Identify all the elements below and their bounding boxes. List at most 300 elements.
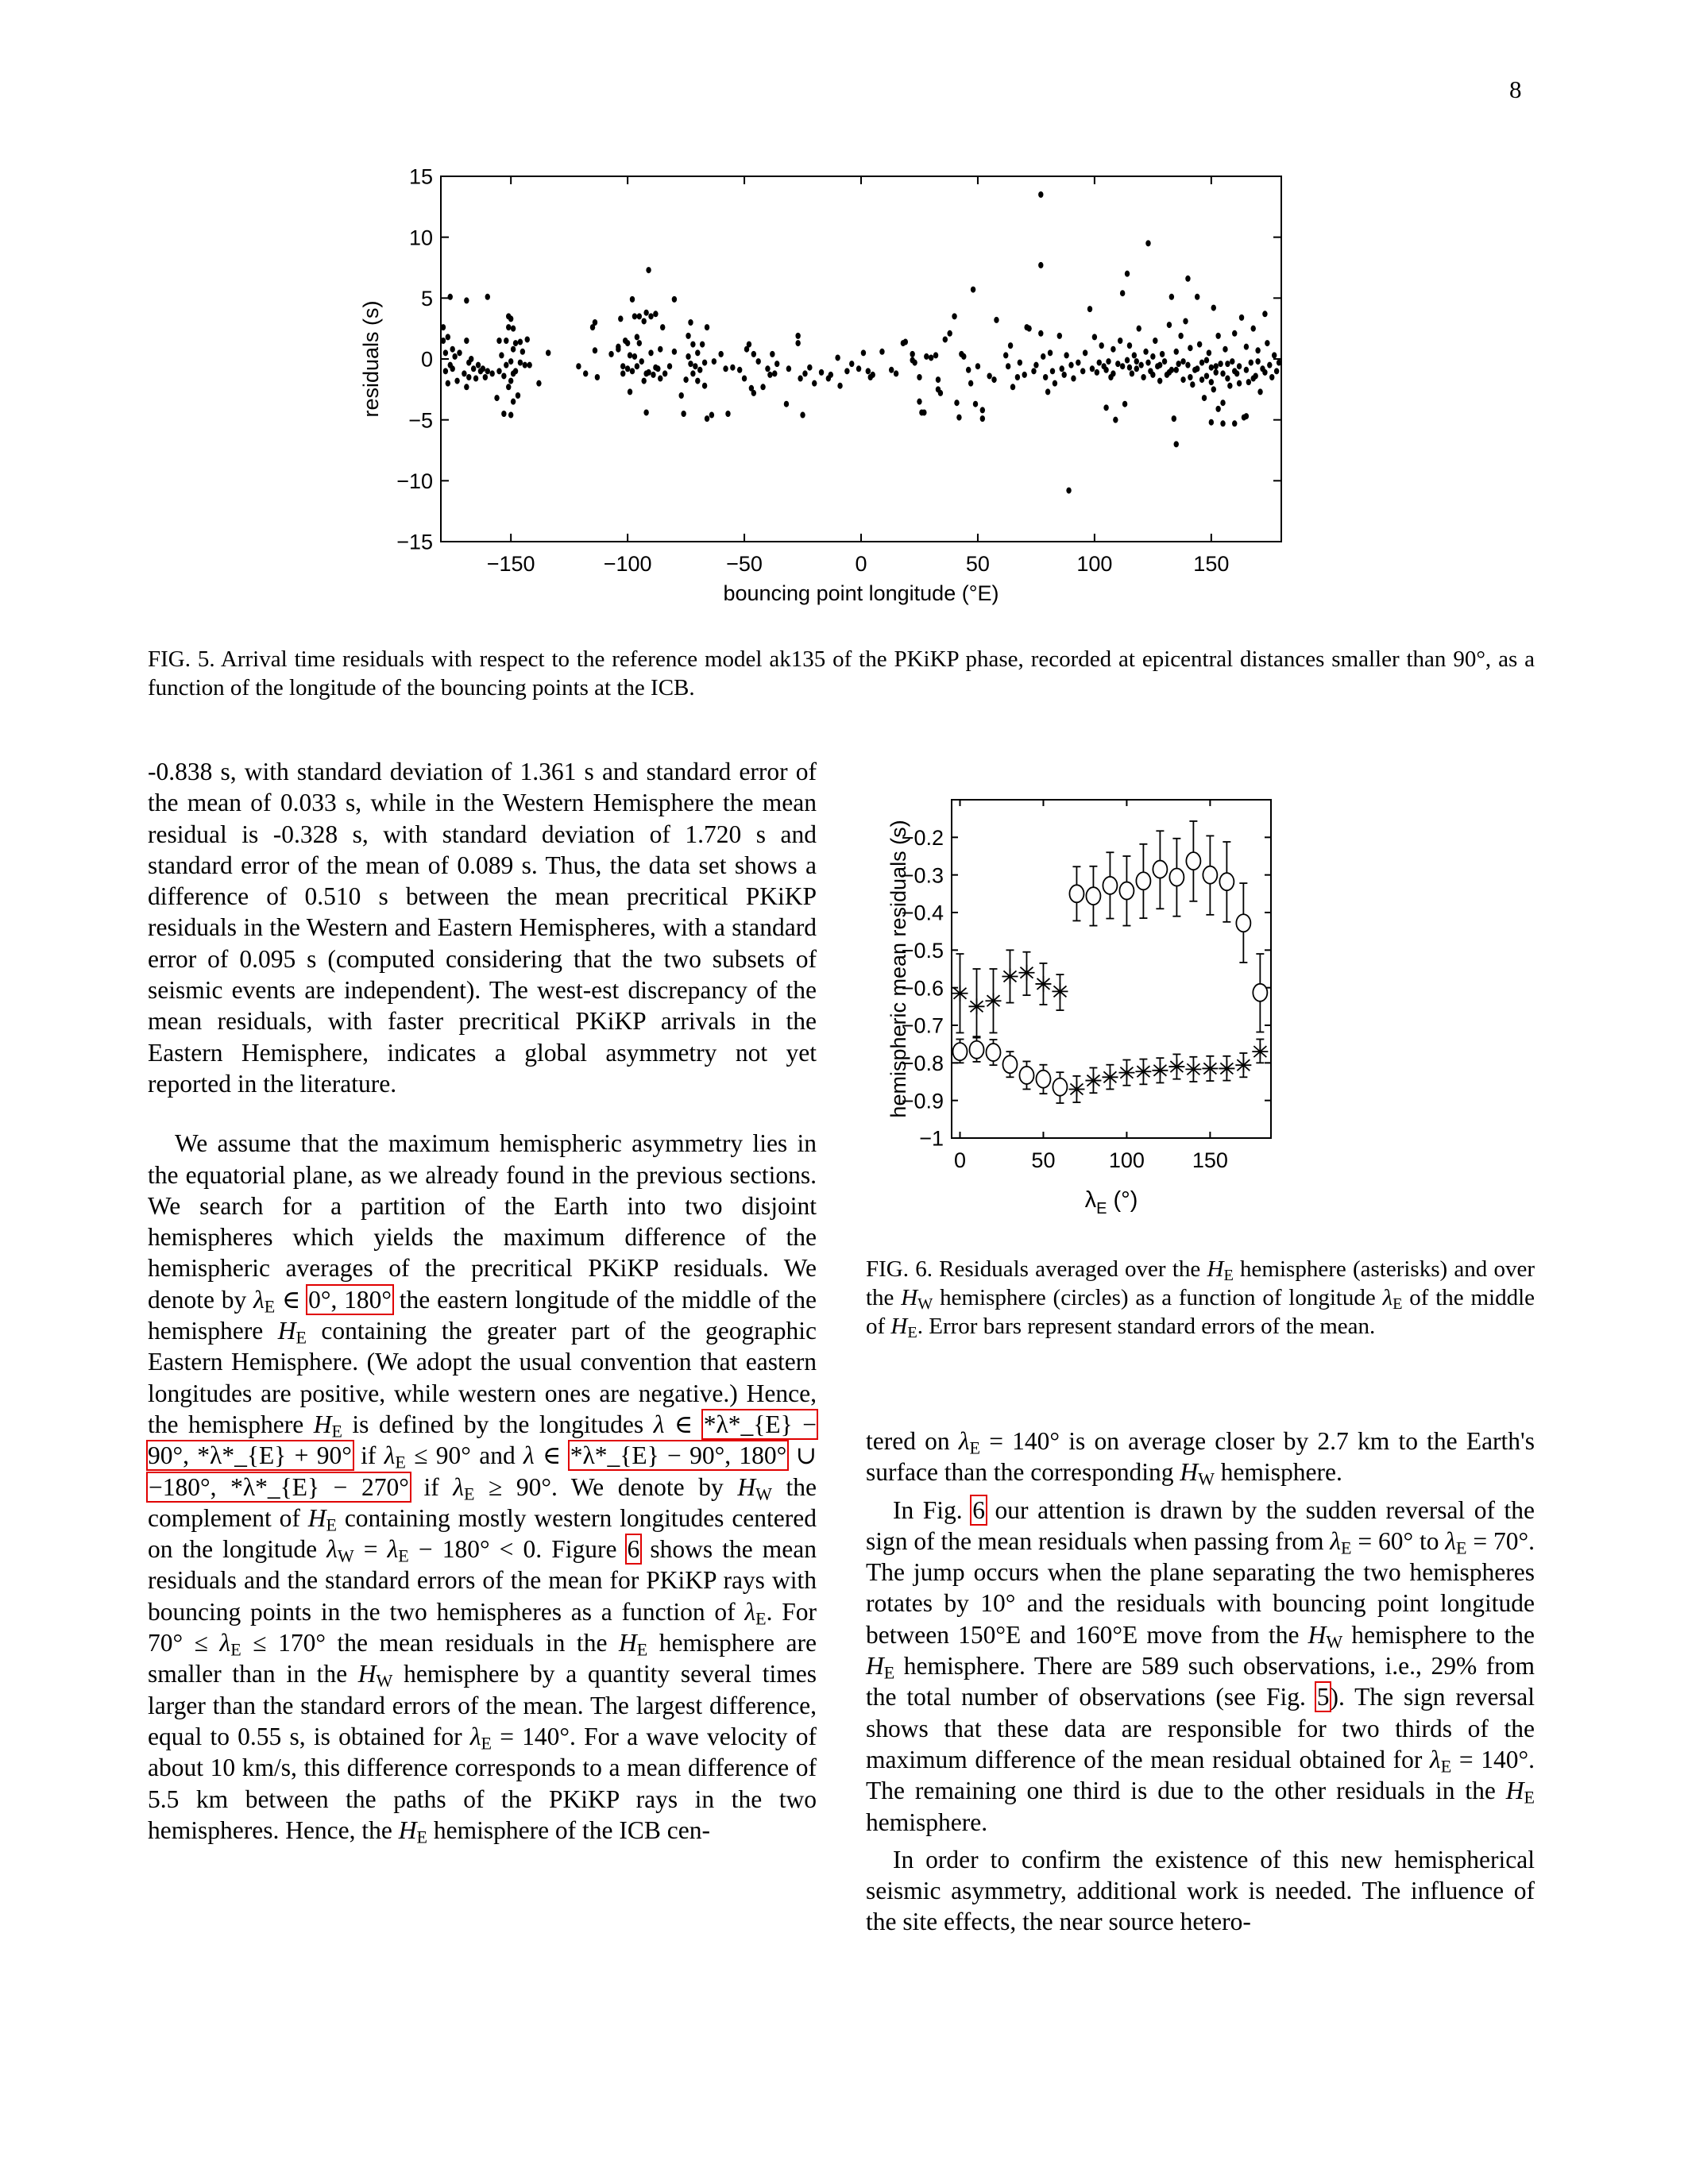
data-point [1272, 352, 1277, 358]
data-point [443, 349, 448, 356]
data-point [1167, 322, 1172, 328]
circle-marker [1203, 866, 1217, 884]
data-point [511, 346, 516, 353]
data-point [747, 341, 751, 348]
asterisk-marker [1068, 1081, 1084, 1097]
data-point [1071, 376, 1076, 382]
math-symbol: H [313, 1410, 332, 1438]
data-point [1237, 363, 1242, 369]
data-point [485, 368, 490, 374]
data-point [991, 376, 996, 383]
data-point [446, 334, 450, 340]
figure-reference-link[interactable]: −180°, *λ*_{E} − 270° [149, 1472, 409, 1501]
math-subscript: W [1326, 1631, 1343, 1652]
asterisk-marker [1152, 1063, 1168, 1078]
data-point [968, 380, 973, 387]
data-point [730, 365, 735, 371]
figure-6-caption: FIG. 6. Residuals averaged over the $H_E$ hemisphere (asterisks) and over the $H_W$ hemisphere (circles) as a function of longitude $\lambda_E$ of the middle of $H_E$. Error bars represent standard errors of the mean. [866, 1256, 1535, 1342]
data-point [1204, 372, 1209, 379]
asterisk-marker [985, 993, 1001, 1009]
math-symbol: λ [253, 1285, 265, 1314]
data-point [1106, 358, 1111, 365]
data-point [1043, 374, 1048, 380]
data-point [662, 370, 667, 376]
data-point [697, 367, 702, 373]
data-point [1137, 326, 1141, 332]
data-point [628, 352, 632, 358]
math-symbol: λ [653, 1410, 665, 1438]
math-symbol: H [1207, 1256, 1224, 1282]
data-point [1244, 344, 1249, 350]
y-tick-label: −0.9 [901, 1089, 944, 1113]
data-point [980, 415, 985, 422]
math-symbol: λ [1445, 1526, 1457, 1555]
data-point [700, 341, 705, 348]
data-point [1134, 365, 1139, 372]
data-point [994, 317, 999, 323]
math-subscript: E [230, 1639, 241, 1660]
data-point [637, 313, 642, 319]
data-point [917, 399, 921, 405]
data-point [1090, 365, 1095, 372]
data-point [1127, 365, 1132, 371]
circle-marker [1086, 887, 1100, 905]
data-point [450, 346, 454, 353]
data-point [1232, 330, 1237, 337]
data-point [1097, 360, 1102, 366]
asterisk-marker [1185, 1061, 1201, 1077]
y-tick-label: 5 [420, 287, 433, 311]
data-point [683, 376, 688, 383]
data-point [443, 368, 448, 374]
data-point [1174, 367, 1179, 373]
data-point [767, 372, 772, 378]
data-point [485, 294, 490, 300]
data-point [646, 369, 651, 376]
data-point [812, 380, 817, 387]
figure-reference-link[interactable]: 5 [1316, 1683, 1330, 1711]
circle-marker [1169, 869, 1184, 886]
data-point [630, 296, 635, 303]
data-point [504, 362, 508, 369]
data-point [632, 353, 637, 360]
circle-marker [1036, 1071, 1050, 1088]
data-point [1145, 360, 1150, 366]
data-point [751, 351, 756, 357]
data-point [1244, 367, 1249, 373]
data-point [774, 361, 779, 367]
data-point [718, 351, 723, 357]
data-point [1195, 294, 1199, 300]
data-point [936, 376, 941, 383]
paragraph: -0.838 s, with standard deviation of 1.361 s and standard error of the mean of 0.033 s, while in the Western Hemisphere the mean residual is -0.328 s, with standard deviation of 1.720 s and standard error of the mean of 0.089 s. Thus, the data set shows a difference of 0.510 s between the mean precritical PKiKP residuals in the Western and Eastern Hemispheres, with a standard error of 0.095 s (computed considering that the two subsets of seismic events are independent). The west-est discrepancy of the mean residuals, with faster precritical PKiKP arrivals in the Eastern Hemisphere, indicates a global asymmetry not yet reported in the literature. [148, 758, 817, 1098]
data-point [1188, 345, 1192, 351]
data-point [1232, 420, 1237, 426]
math-symbol: H [890, 1314, 908, 1339]
data-point [1120, 290, 1125, 296]
data-point [1125, 357, 1130, 364]
data-point [625, 365, 630, 372]
data-point [513, 368, 518, 374]
math-symbol: λ [958, 1427, 970, 1455]
data-point [441, 324, 446, 330]
data-point [1269, 374, 1274, 380]
asterisk-marker [1219, 1060, 1234, 1076]
data-point [655, 365, 660, 372]
data-point [513, 340, 518, 346]
data-point [536, 380, 541, 387]
data-point [639, 358, 644, 365]
asterisk-marker [1118, 1065, 1134, 1081]
data-point [608, 351, 613, 357]
data-point [471, 365, 476, 372]
data-point [725, 411, 730, 417]
data-point [1157, 378, 1162, 384]
figure-reference-link[interactable]: *λ*_{E} − 90°, 180° [570, 1441, 787, 1470]
data-point [620, 363, 625, 369]
data-point [1141, 374, 1145, 380]
data-point [593, 347, 597, 353]
y-tick-label: −0.5 [901, 939, 944, 963]
page-number: 8 [1509, 75, 1522, 103]
data-point [483, 374, 488, 380]
circle-marker [1053, 1078, 1067, 1096]
data-point [849, 361, 854, 367]
x-tick-label: 100 [1108, 1148, 1145, 1172]
data-point [1223, 346, 1227, 353]
data-point [648, 349, 653, 356]
y-tick-label: −0.4 [901, 901, 944, 925]
data-point [1172, 415, 1176, 422]
math-symbol: H [619, 1629, 637, 1657]
math-symbol: λ [1330, 1526, 1342, 1555]
data-point [448, 294, 453, 300]
data-point [466, 374, 471, 380]
data-point [765, 365, 770, 372]
data-point [1190, 381, 1195, 388]
data-point [635, 334, 639, 340]
data-point [643, 409, 648, 415]
data-point [856, 365, 861, 372]
data-point [870, 372, 875, 378]
data-point [1255, 347, 1260, 353]
data-point [1265, 340, 1269, 346]
y-axis-label: hemispheric mean residuals (s) [886, 820, 910, 1118]
data-point [508, 378, 513, 384]
data-point [1038, 191, 1043, 198]
y-tick-label: 15 [408, 164, 433, 189]
data-point [1066, 488, 1071, 494]
math-symbol: H [1308, 1620, 1327, 1649]
math-symbol: H [901, 1285, 918, 1310]
data-point [835, 354, 840, 361]
y-tick-label: 0 [420, 347, 433, 372]
data-point [861, 349, 866, 356]
x-tick-label: −100 [603, 552, 652, 576]
data-point [1178, 333, 1183, 339]
data-point [1239, 314, 1244, 321]
data-point [844, 368, 849, 374]
data-point [798, 376, 802, 382]
data-point [446, 380, 450, 387]
data-point [518, 360, 523, 366]
data-point [690, 341, 695, 348]
data-point [1188, 374, 1192, 380]
data-point [954, 399, 959, 406]
x-tick-label: 100 [1076, 552, 1113, 576]
y-tick-label: −0.6 [901, 976, 944, 1001]
asterisk-marker [1002, 968, 1018, 984]
x-tick-label: 0 [953, 1148, 967, 1172]
data-point [1195, 365, 1199, 372]
data-point [1199, 376, 1204, 383]
data-point [1183, 318, 1188, 324]
data-point [1003, 352, 1008, 358]
data-point [1211, 386, 1216, 392]
data-point [625, 340, 630, 346]
data-point [658, 376, 662, 382]
data-point [693, 363, 697, 369]
figure-reference-link[interactable]: 6 [627, 1535, 640, 1564]
math-symbol: H [737, 1472, 756, 1501]
y-tick-label: −0.7 [901, 1013, 944, 1038]
x-tick-label: 150 [1193, 552, 1230, 576]
data-point [1050, 368, 1055, 374]
data-point [1157, 362, 1162, 369]
axes-frame [952, 800, 1271, 1138]
data-point [690, 370, 695, 376]
data-point [987, 372, 991, 379]
data-point [516, 392, 520, 399]
data-point [1111, 370, 1115, 376]
figure-reference-link[interactable]: 6 [972, 1495, 985, 1524]
data-point [795, 333, 800, 339]
data-point [1006, 363, 1010, 369]
data-point [476, 362, 481, 369]
data-point [593, 319, 597, 326]
data-point [1255, 358, 1260, 365]
data-point [628, 388, 632, 395]
asterisk-marker [1018, 965, 1034, 981]
asterisk-marker [1252, 1044, 1268, 1059]
data-point [1174, 349, 1179, 355]
asterisk-marker [1202, 1060, 1218, 1076]
data-point [506, 384, 511, 390]
data-point [1103, 367, 1108, 373]
data-point [686, 333, 690, 339]
data-point [819, 369, 824, 376]
x-tick-label: −50 [726, 552, 763, 576]
data-point [1132, 352, 1137, 358]
data-point [1138, 362, 1143, 369]
asterisk-marker [968, 998, 984, 1014]
data-point [473, 376, 478, 382]
data-point [651, 372, 655, 378]
y-tick-label: −0.8 [901, 1051, 944, 1076]
data-point [1220, 370, 1225, 376]
data-point [504, 338, 508, 344]
data-point [1204, 357, 1209, 364]
data-point [641, 378, 646, 384]
data-point [630, 368, 635, 374]
math-symbol: λ [326, 1535, 338, 1564]
math-symbol: H [357, 1660, 377, 1688]
circle-marker [1119, 882, 1134, 900]
data-point [837, 383, 842, 389]
data-point [760, 384, 765, 390]
data-point [829, 372, 833, 378]
data-point [772, 370, 777, 376]
y-tick-label: −10 [396, 469, 433, 494]
data-point [496, 338, 501, 344]
data-point [1080, 368, 1085, 374]
data-point [702, 383, 707, 389]
data-point [709, 412, 714, 419]
x-axis-label: $\lambda_E$ (°) [1084, 1187, 1138, 1217]
asterisk-marker [1102, 1069, 1118, 1085]
data-point [1092, 334, 1097, 340]
data-point [705, 415, 709, 422]
data-point [464, 297, 469, 303]
data-point [525, 336, 530, 342]
data-point [947, 330, 952, 337]
data-point [1118, 338, 1122, 344]
data-point [1257, 388, 1262, 395]
data-point [635, 363, 639, 369]
data-point [1038, 330, 1043, 337]
data-point [1215, 333, 1220, 339]
data-point [1015, 374, 1020, 380]
data-point [1180, 376, 1185, 383]
data-point [917, 374, 921, 380]
data-point [1045, 388, 1050, 395]
data-point [889, 367, 894, 373]
data-point [695, 349, 700, 356]
data-point [943, 336, 948, 342]
math-subscript: W [337, 1545, 354, 1566]
math-subscript: E [326, 1515, 337, 1535]
asterisk-marker [952, 986, 968, 1001]
data-point [637, 340, 642, 346]
x-tick-label: 50 [1031, 1148, 1056, 1172]
math-symbol: λ [744, 1597, 756, 1626]
data-point [807, 365, 812, 371]
math-symbol: H [1180, 1458, 1199, 1487]
math-subscript: E [1341, 1538, 1352, 1558]
data-point [1083, 349, 1087, 356]
data-point [1262, 311, 1267, 317]
math-subscript: E [755, 1608, 767, 1629]
data-point [616, 344, 620, 350]
data-point [1199, 360, 1204, 366]
math-symbol: H [1505, 1777, 1524, 1805]
circle-marker [1103, 877, 1117, 894]
data-point [672, 296, 677, 303]
data-point [695, 378, 700, 384]
data-point [1099, 342, 1104, 349]
circle-marker [1186, 852, 1200, 870]
figure-reference-link[interactable]: 0°, 180° [308, 1285, 392, 1314]
figure-reference-link[interactable]: *λ*_{E} − 90°, *λ*_{E} + 90° [148, 1410, 817, 1470]
data-point [712, 358, 717, 365]
data-point [1111, 346, 1115, 353]
asterisk-marker [1235, 1057, 1251, 1073]
data-point [1160, 351, 1165, 357]
data-point [961, 353, 966, 360]
data-point [641, 318, 646, 324]
data-point [952, 313, 956, 319]
math-subscript: E [416, 1827, 427, 1847]
data-point [681, 411, 686, 417]
math-subscript: W [1198, 1468, 1215, 1489]
x-tick-label: 50 [965, 552, 990, 576]
data-point [1220, 399, 1225, 406]
math-subscript: E [636, 1639, 648, 1660]
data-point [496, 368, 501, 374]
left-column [148, 756, 817, 1846]
data-point [618, 315, 623, 322]
data-point [956, 415, 961, 421]
circle-marker [969, 1041, 983, 1059]
data-point [481, 365, 485, 372]
circle-marker [1236, 914, 1250, 932]
data-point [688, 319, 693, 326]
y-tick-label: −5 [408, 408, 433, 433]
data-point [576, 363, 581, 369]
data-point [910, 351, 914, 357]
data-point [1134, 358, 1139, 365]
data-point [518, 339, 523, 345]
data-point [506, 324, 511, 330]
math-subscript: W [376, 1670, 393, 1691]
data-point [966, 367, 971, 373]
circle-marker [1253, 984, 1267, 1001]
math-symbol: H [307, 1503, 326, 1532]
data-point [1022, 372, 1027, 378]
math-symbol: λ [469, 1722, 481, 1750]
data-point [1230, 358, 1234, 365]
data-point [546, 349, 550, 356]
data-point [1237, 380, 1242, 387]
math-symbol: λ [384, 1441, 396, 1470]
data-point [866, 368, 871, 374]
circle-marker [1019, 1067, 1033, 1084]
data-point [786, 365, 791, 372]
circle-marker [986, 1044, 1000, 1061]
math-symbol: λ [219, 1629, 231, 1657]
data-point [1130, 370, 1134, 376]
math-subscript: E [264, 1296, 276, 1317]
data-point [595, 374, 600, 380]
data-point [1095, 369, 1099, 376]
data-point [1211, 305, 1216, 311]
math-symbol: λ [453, 1472, 464, 1501]
data-point [755, 358, 760, 365]
data-point [1076, 360, 1080, 366]
data-point [1125, 271, 1130, 277]
y-tick-label: −1 [919, 1126, 944, 1151]
figure-5-caption: FIG. 5. Arrival time residuals with respect to the reference model ak135 of the PKiKP phase, recorded at epicentral distances smaller than 90°, as a function of the longitude of the bouncing points at the ICB. [148, 646, 1535, 700]
data-point [933, 352, 938, 358]
data-point [702, 360, 707, 366]
figure-5-scatter-plot [350, 159, 1303, 619]
data-point [1225, 376, 1230, 382]
data-point [679, 392, 684, 399]
data-point [511, 399, 516, 405]
data-point [523, 362, 527, 369]
data-point [1038, 262, 1043, 268]
data-point [508, 358, 513, 365]
